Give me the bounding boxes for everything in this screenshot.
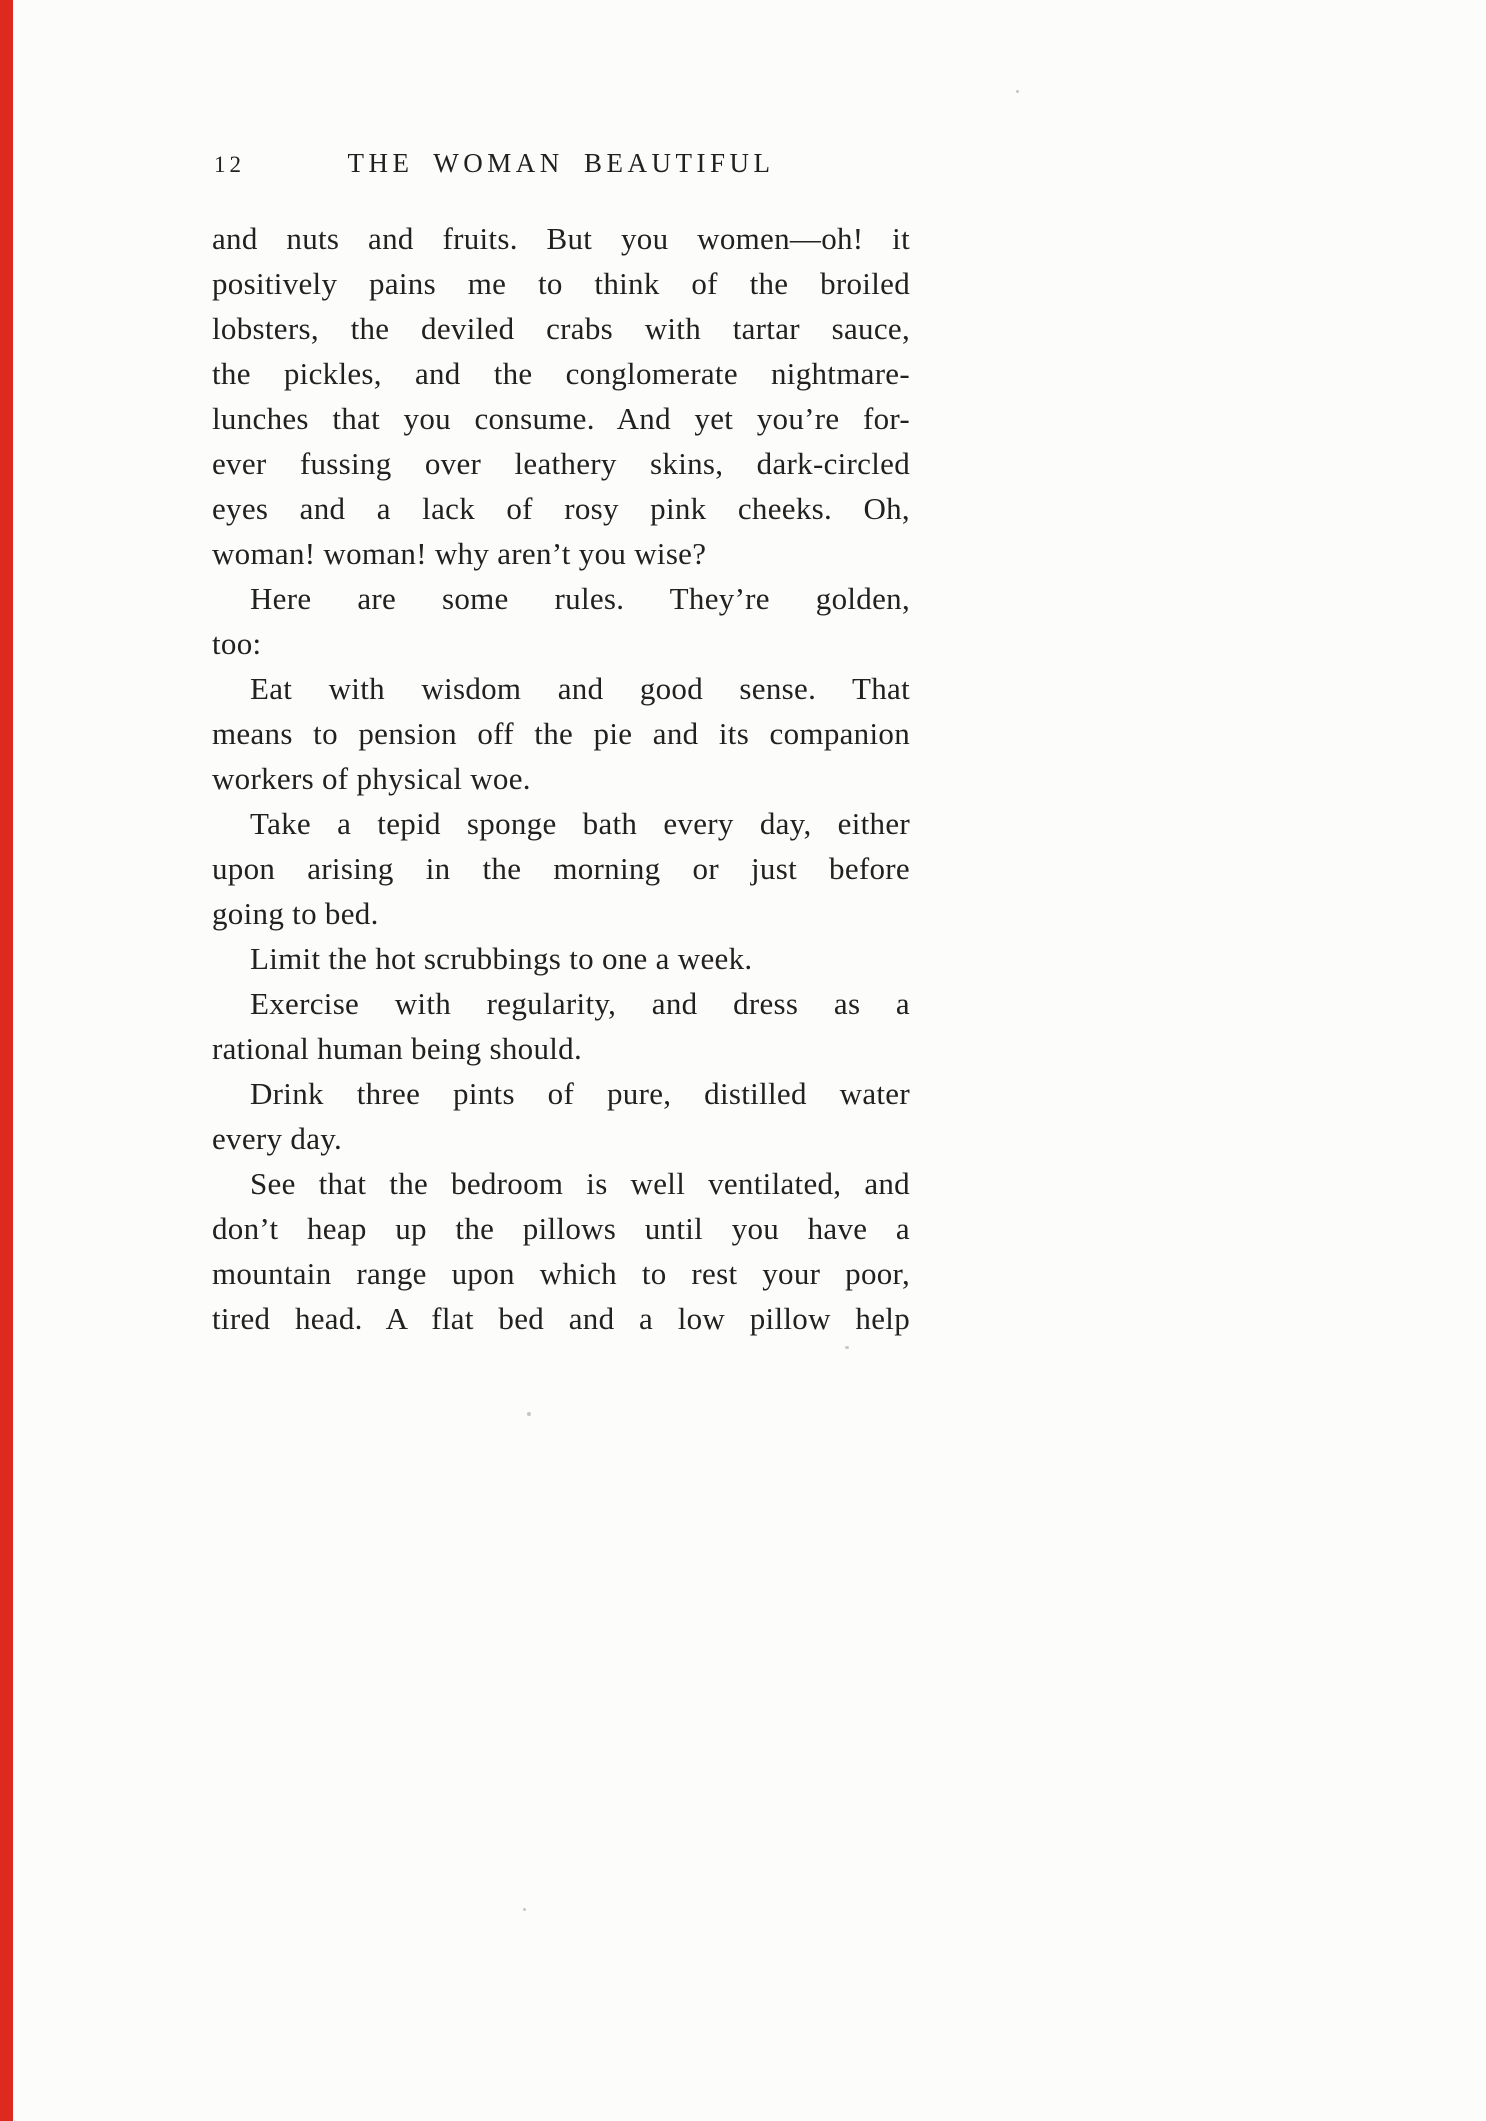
text-line: don’t heap up the pillows until you have a [212,1211,910,1246]
paragraph [212,801,910,936]
text-line: means to pension off the pie and its companion [212,716,910,751]
text-line: and nuts and fruits. But you women—oh! it [212,221,910,256]
text-line: Here are some rules. They’re golden, [250,581,910,616]
text-line: See that the bedroom is well ventilated, and [250,1166,910,1201]
scan-edge-strip [0,0,13,2121]
text-line: positively pains me to think of the broiled [212,266,910,301]
text-line: rational human being should. [212,1031,583,1066]
scan-speck [1016,90,1019,93]
text-line: Take a tepid sponge bath every day, either [250,806,910,841]
text-line: mountain range upon which to rest your poor, [212,1256,910,1291]
scan-speck [527,1412,531,1416]
text-line: too: [212,626,262,661]
text-line: going to bed. [212,896,379,931]
text-line: Exercise with regularity, and dress as a [250,986,910,1021]
paragraph [212,216,910,576]
text-line: upon arising in the morning or just before [212,851,910,886]
running-title: THE WOMAN BEAUTIFUL [347,148,775,178]
text-line: Drink three pints of pure, distilled water [250,1076,910,1111]
text-line: ever fussing over leathery skins, dark-circled [212,446,910,481]
text-block [212,146,910,1341]
text-line: the pickles, and the conglomerate nightmare- [212,356,910,391]
paragraph [212,576,910,666]
page-number: 12 [214,152,245,177]
text-line: lunches that you consume. And yet you’re for- [212,401,910,436]
paragraph [212,981,910,1071]
paragraph [212,936,910,981]
paragraph [212,1161,910,1341]
text-line: workers of physical woe. [212,761,531,796]
paragraph [212,1071,910,1161]
text-line: every day. [212,1121,343,1156]
text-line: Limit the hot scrubbings to one a week. [250,941,753,976]
scan-speck [845,1346,849,1349]
text-line: tired head. A flat bed and a low pillow help [212,1301,910,1336]
text-line: woman! woman! why aren’t you wise? [212,536,707,571]
page-body [212,216,910,1341]
scan-speck [523,1908,526,1911]
text-line: lobsters, the deviled crabs with tartar sauce, [212,311,910,346]
text-line: eyes and a lack of rosy pink cheeks. Oh, [212,491,910,526]
paragraph [212,666,910,801]
text-line: Eat with wisdom and good sense. That [250,671,910,706]
page-header [212,146,910,216]
